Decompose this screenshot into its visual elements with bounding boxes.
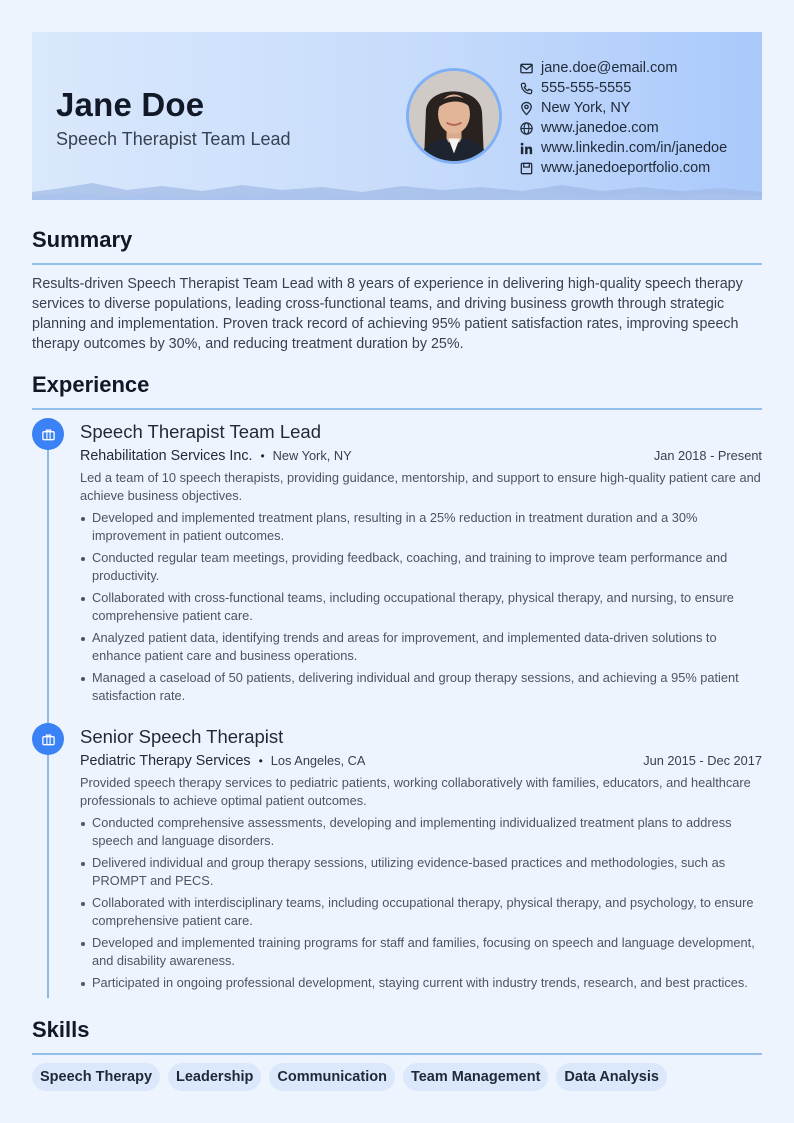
bullet-separator: •: [260, 449, 265, 463]
contact-website-text: www.janedoe.com: [541, 120, 659, 136]
skill-tag: Data Analysis: [556, 1063, 667, 1091]
job-bullets: [80, 509, 762, 705]
profile-photo: [409, 71, 499, 161]
summary-text: Results-driven Speech Therapist Team Lead with 8 years of experience in delivering high-quality speech therapy services to diverse populations, leading cross-functional teams, and driving business growth through strategic planning and implementation. Proven track record of achieving 95% patient satisfaction rates, improving speech therapy outcomes by 30%, and reducing treatment duration by 25%.: [32, 276, 743, 352]
experience-heading: Experience: [32, 372, 150, 397]
avatar: [406, 68, 502, 164]
skills-divider: [32, 1053, 762, 1055]
candidate-role: Speech Therapist Team Lead: [56, 129, 291, 149]
job-company: Rehabilitation Services Inc.: [80, 448, 253, 464]
portfolio-icon: [518, 160, 534, 176]
header-wave-decoration: [32, 182, 762, 200]
timeline-line: [47, 434, 49, 998]
contact-linkedin[interactable]: [518, 138, 727, 158]
job-bullet: Conducted regular team meetings, providing feedback, coaching, and training to improve team performance and productivity.: [80, 549, 762, 585]
job-bullet: Collaborated with cross-functional teams, including occupational therapy, physical therapy, and nursing, to ensure comprehensive patient care.: [80, 589, 762, 625]
contact-email[interactable]: [518, 58, 727, 78]
job-marker: [32, 723, 64, 755]
job-company: Pediatric Therapy Services: [80, 753, 251, 769]
job-bullet: Developed and implemented treatment plans, resulting in a 25% reduction in treatment duration and a 30% improvement in patient outcomes.: [80, 509, 762, 545]
job-dates: Jun 2015 - Dec 2017: [643, 753, 762, 768]
job-bullet: Managed a caseload of 50 patients, delivering individual and group therapy sessions, and achieving a 95% patient satisfaction rate.: [80, 669, 762, 705]
job-bullet: Participated in ongoing professional development, staying current with industry trends, research, and best practices.: [80, 974, 762, 992]
job-bullet: Developed and implemented training programs for staff and families, focusing on speech and language development, and disability awareness.: [80, 934, 762, 970]
contact-list: [518, 58, 727, 178]
bullet-separator: •: [258, 754, 263, 768]
job-bullet: Delivered individual and group therapy sessions, utilizing evidence-based practices and methodologies, such as PROMPT and PECS.: [80, 854, 762, 890]
skill-tag: Communication: [269, 1063, 395, 1091]
contact-location-text: New York, NY: [541, 100, 631, 116]
contact-phone-text: 555-555-5555: [541, 80, 632, 96]
job-entry: [80, 724, 762, 996]
contact-portfolio-text: www.janedoeportfolio.com: [541, 160, 711, 176]
globe-icon: [518, 120, 534, 136]
candidate-name: Jane Doe: [56, 86, 205, 123]
job-bullet: Analyzed patient data, identifying trends and areas for improvement, and implemented data-driven solutions to enhance patient care and business operations.: [80, 629, 762, 665]
job-location: Los Angeles, CA: [270, 753, 366, 768]
skill-tag: Team Management: [403, 1063, 548, 1091]
job-entry: [80, 419, 762, 709]
linkedin-icon: [518, 140, 534, 156]
contact-portfolio[interactable]: [518, 158, 727, 178]
job-meta: [80, 445, 762, 467]
job-bullets: [80, 814, 762, 992]
job-description: Led a team of 10 speech therapists, providing guidance, mentorship, and support to ensure high-quality patient care and achieve business objectives.: [80, 470, 761, 503]
job-title: Senior Speech Therapist: [80, 726, 284, 747]
summary-divider: [32, 263, 762, 265]
job-marker: [32, 418, 64, 450]
contact-email-text: jane.doe@email.com: [541, 60, 678, 76]
contact-linkedin-text: www.linkedin.com/in/janedoe: [541, 140, 728, 156]
summary-heading: Summary: [32, 227, 133, 252]
briefcase-icon: [41, 732, 56, 747]
briefcase-icon: [41, 427, 56, 442]
skills-list: [32, 1063, 675, 1091]
job-location: New York, NY: [272, 448, 352, 463]
mail-icon: [518, 60, 534, 76]
header-banner: [32, 32, 762, 200]
contact-location: [518, 98, 727, 118]
skills-heading: Skills: [32, 1017, 90, 1042]
job-dates: Jan 2018 - Present: [653, 448, 762, 463]
experience-divider: [32, 408, 762, 410]
job-bullet: Conducted comprehensive assessments, developing and implementing individualized treatment plans to address speech and language disorders.: [80, 814, 762, 850]
contact-website[interactable]: [518, 118, 727, 138]
contact-phone[interactable]: [518, 78, 727, 98]
job-bullet: Collaborated with interdisciplinary teams, including occupational therapy, physical therapy, and psychology, to ensure comprehensive patient care.: [80, 894, 762, 930]
skill-tag: Leadership: [168, 1063, 261, 1091]
job-title: Speech Therapist Team Lead: [80, 421, 322, 442]
skill-tag: Speech Therapy: [32, 1063, 160, 1091]
location-pin-icon: [518, 100, 534, 116]
phone-icon: [518, 80, 534, 96]
job-meta: [80, 750, 762, 772]
job-description: Provided speech therapy services to pediatric patients, working collaboratively with families, educators, and healthcare professionals to achieve optimal patient outcomes.: [80, 775, 751, 808]
